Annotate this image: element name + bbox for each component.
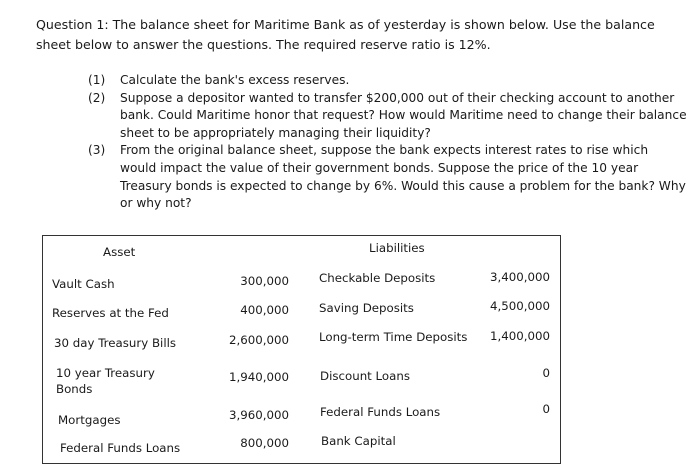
question-text: From the original balance sheet, suppose the bank expects interest rates to rise which would impact the value of their government bonds. Suppose the price of the 10 year Treasury bonds is expected to change by 6%. Would this cause a problem for the bank? Why or why not? [120, 143, 686, 211]
liability-label: Federal Funds Loans [320, 405, 441, 419]
liability-label: Bank Capital [321, 434, 396, 448]
question-item-2 [88, 90, 688, 143]
liability-label: Discount Loans [320, 369, 410, 383]
asset-label: Reserves at the Fed [52, 306, 169, 320]
liability-label: Saving Deposits [319, 301, 414, 315]
asset-value: 400,000 [240, 303, 289, 317]
liability-value: 4,500,000 [489, 299, 550, 313]
question-intro: Question 1: The balance sheet for Maritime Bank as of yesterday is shown below. Use the balance sheet below to answer the questions. The required reserve ratio is 12%. [36, 17, 655, 52]
question-item-1 [88, 72, 688, 90]
liability-label: Long-term Time Deposits [319, 330, 468, 344]
liability-value: 0 [542, 366, 550, 380]
asset-label: Mortgages [58, 413, 121, 427]
balance-sheet-table [42, 235, 561, 464]
asset-value: 800,000 [240, 436, 289, 450]
asset-value: 3,960,000 [228, 408, 289, 422]
question-text: Suppose a depositor wanted to transfer $200,000 out of their checking account to another bank. Could Maritime honor that request? How would Maritime need to change their balance sheet to be appropriately managing their liquidity? [120, 90, 687, 140]
asset-label: 30 day Treasury Bills [54, 336, 177, 350]
liability-value: 0 [542, 402, 550, 416]
question-number: (1) [88, 73, 106, 87]
question-number: (2) [88, 90, 106, 105]
question-text: Calculate the bank's excess reserves. [120, 73, 350, 87]
question-number: (3) [88, 143, 106, 158]
asset-label: 10 year Treasury Bonds [56, 366, 155, 396]
asset-label: Vault Cash [52, 277, 115, 291]
asset-label: Federal Funds Loans [60, 441, 181, 455]
liability-value: 1,400,000 [489, 329, 550, 343]
asset-value: 1,940,000 [228, 370, 289, 384]
liability-label: Checkable Deposits [319, 271, 436, 285]
asset-value: 300,000 [240, 274, 289, 288]
question-list [88, 72, 688, 213]
asset-header: Asset [103, 245, 136, 259]
asset-value: 2,600,000 [228, 333, 289, 347]
liabilities-header: Liabilities [369, 241, 425, 255]
liability-value: 3,400,000 [489, 270, 550, 284]
question-item-3 [88, 142, 688, 212]
